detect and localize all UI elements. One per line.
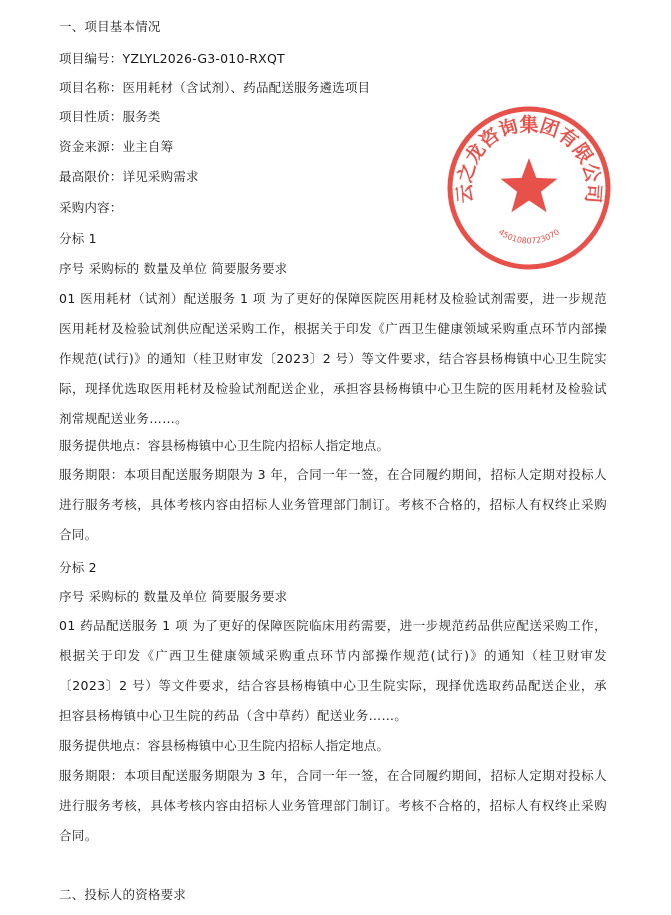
lot2-title: 分标 2 [59,560,97,575]
lot2-location: 服务提供地点：容县杨梅镇中心卫生院内招标人指定地点。 [59,738,390,753]
seal-code-path: 4501080723070 [496,227,562,246]
lot2-content: 01 药品配送服务 1 项 为了更好的保障医院临床用药需要，进一步规范药品供应配送采购工作，根据关于印发《广西卫生健康领域采购重点环节内部操作规范(试行)》的通知（桂卫财审发〔2023〕2 号）等文件要求，结合容县杨梅镇中心卫生院实际，现择优选取药品配送企业，承担容县杨梅镇中心卫生院的药品（含中草药）配送业务……。 [59,618,607,723]
procurement-content-label: 采购内容： [59,200,123,215]
lot1-header-row: 序号 采购标的 数量及单位 简要服务要求 [59,261,288,276]
project-name: 项目名称：医用耗材（含试剂）、药品配送服务遴选项目 [59,80,371,95]
project-nature: 项目性质：服务类 [59,109,161,124]
project-number: 项目编号：YZLYL2026-G3-010-RXQT [59,51,285,66]
price-limit: 最高限价：详见采购需求 [59,169,199,184]
section2-heading: 二、投标人的资格要求 [59,887,187,902]
lot1-period: 服务期限：本项目配送服务期限为 3 年，合同一年一签，在合同履约期间，招标人定期对投标人进行服务考核，具体考核内容由招标人业务管理部门制订。考核不合格的，招标人有权终止采购合同。 [59,467,607,542]
lot2-period: 服务期限：本项目配送服务期限为 3 年，合同一年一签，在合同履约期间，招标人定期对投标人进行服务考核，具体考核内容由招标人业务管理部门制订。考核不合格的，招标人有权终止采购合同。 [59,768,607,843]
fund-source: 资金来源：业主自筹 [59,139,174,154]
seal-company-name-path: 云之龙咨询集团有限公司 [453,113,605,204]
company-seal [444,103,614,273]
lot1-content: 01 医用耗材（试剂）配送服务 1 项 为了更好的保障医院医用耗材及检验试剂需要，进一步规范医用耗材及检验试剂供应配送采购工作，根据关于印发《广西卫生健康领域采购重点环节内部操作规范(试行)》的通知（桂卫财审发〔2023〕2 号）等文件要求，结合容县杨梅镇中心卫生院实际，现择优选取医用耗材及检验试剂配送企业，承担容县杨梅镇中心卫生院的医用耗材及检验试剂常规配送业务……。 [59,291,607,426]
lot1-title: 分标 1 [59,231,97,246]
lot2-header-row: 序号 采购标的 数量及单位 简要服务要求 [59,589,288,604]
section1-heading: 一、项目基本情况 [59,19,161,34]
seal-code [497,227,561,245]
seal-star-icon [501,158,558,212]
lot1-location: 服务提供地点：容县杨梅镇中心卫生院内招标人指定地点。 [59,438,390,453]
